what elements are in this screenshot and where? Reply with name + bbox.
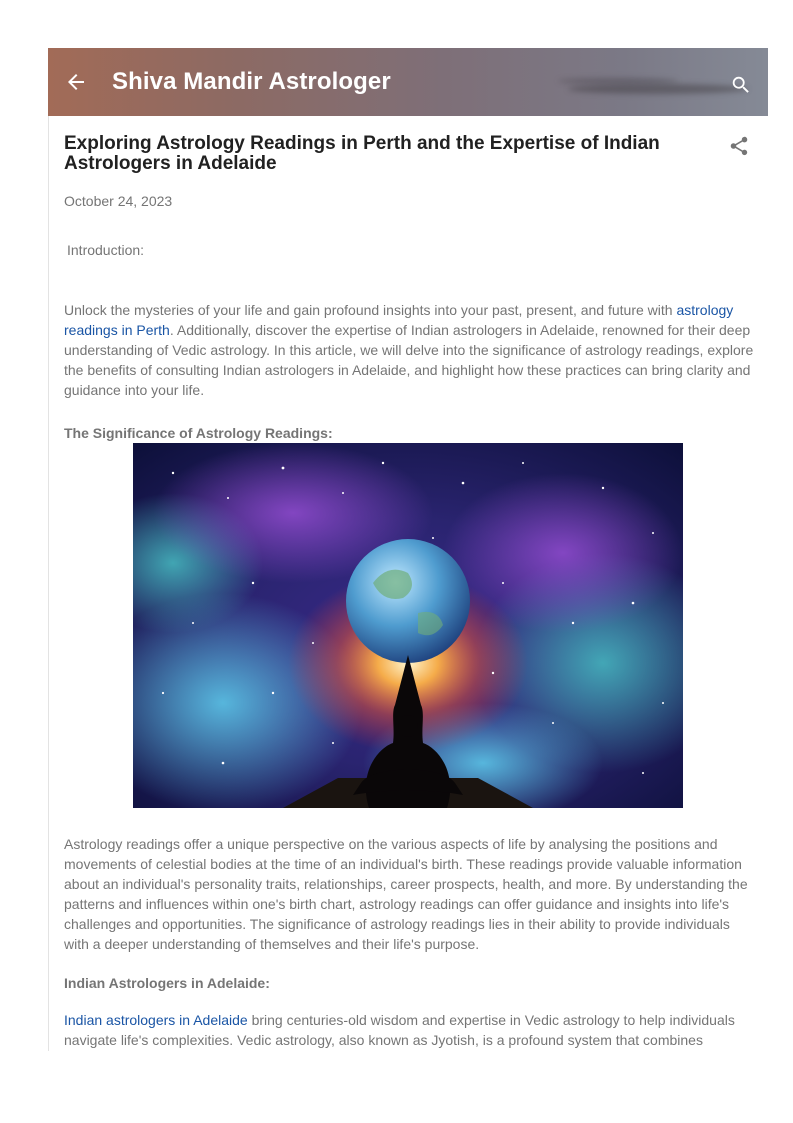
intro-label: Introduction: (67, 242, 145, 258)
paragraph-text: Unlock the mysteries of your life and gain profound insights into your past, present, and future with (64, 302, 677, 318)
paragraph-intro (64, 300, 754, 400)
search-button[interactable] (730, 74, 752, 96)
share-icon (728, 135, 750, 157)
post-date: October 24, 2023 (64, 193, 173, 209)
arrow-back-icon (64, 70, 88, 94)
paragraph-text: . Additionally, discover the expertise of Indian astrologers in Adelaide, renowned for their deep understanding of Vedic astrology. In this article, we will delve into the significance of astrology readings, explore the benefits of consulting Indian astrologers in Adelaide, and highlight how these practices can bring clarity and guidance into your life. (64, 322, 754, 398)
paragraph-text: bring centuries-old wisdom and expertise in Vedic astrology to help individuals navigate life's complexities. Vedic astrology, also known as Jyotish, is a profound system that combines (64, 1012, 735, 1048)
search-icon (730, 74, 752, 96)
header-cloud-decoration (568, 84, 748, 94)
indian-astrologers-adelaide-link[interactable]: Indian astrologers in Adelaide (64, 1012, 248, 1028)
paragraph-indian-astrologers (64, 1010, 754, 1050)
section-heading-indian-astrologers: Indian Astrologers in Adelaide: (64, 975, 270, 991)
astrology-readings-perth-link[interactable]: astrology readings in Perth (64, 302, 734, 338)
section-heading-significance: The Significance of Astrology Readings: (64, 425, 333, 441)
paragraph-significance: Astrology readings offer a unique perspective on the various aspects of life by analysing the positions and movements of celestial bodies at the time of an individual's birth. These readings provide valuable information about an individual's personality traits, relationships, career prospects, health, and more. By understanding the patterns and influences within one's birth chart, astrology readings can offer guidance and insights into life's challenges and opportunities. The significance of astrology readings lies in their ability to provide individuals with a deeper understanding of themselves and their life's purpose. (64, 836, 748, 952)
blog-post-page (48, 48, 768, 1051)
post-title: Exploring Astrology Readings in Perth and the Expertise of Indian Astrologers in Adelaide (64, 133, 660, 174)
back-button[interactable] (64, 70, 88, 94)
blog-header (48, 48, 768, 116)
share-button[interactable] (728, 135, 750, 157)
hero-image-meditation-cosmos (133, 443, 683, 808)
site-title[interactable]: Shiva Mandir Astrologer (112, 68, 391, 95)
cosmic-meditation-illustration (133, 443, 683, 808)
